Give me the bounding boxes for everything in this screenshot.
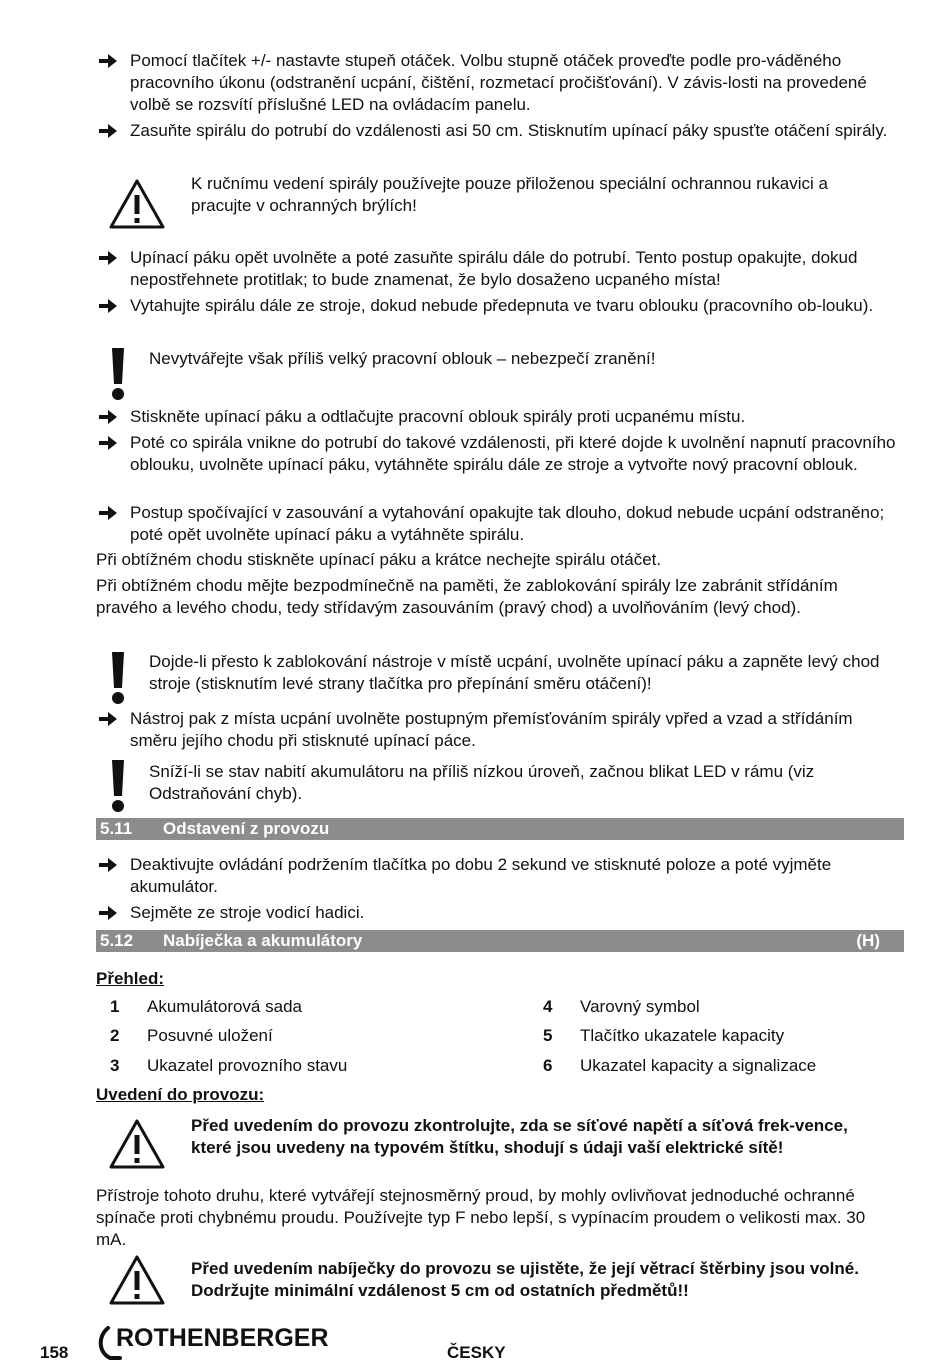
arrow-right-icon	[96, 432, 120, 454]
instruction-step	[96, 247, 896, 291]
step-text: Vytahujte spirálu dále ze stroje, dokud nebude předepnuta ve tvaru oblouku (pracovního ob-louku).	[130, 296, 874, 315]
step-text: Sejměte ze stroje vodicí hadici.	[130, 903, 365, 922]
exclamation-icon	[108, 346, 128, 402]
step-text: Nástroj pak z místa ucpání uvolněte postupným přemísťováním spirály vpřed a vzad a střídáním směru jejího chodu při stisknuté upínací páce.	[130, 709, 853, 750]
step-text: Upínací páku opět uvolněte a poté zasuňte spirálu dále do potrubí. Tento postup opakujte, dokud nepostřehnete protitlak; to bude znamenat, že bylo dosaženo ucpaného místa!	[130, 248, 858, 289]
step-text: Zasuňte spirálu do potrubí do vzdálenosti asi 50 cm. Stisknutím upínací páky spusťte otáčení spirály.	[130, 121, 888, 140]
warning-triangle-icon	[108, 1254, 166, 1306]
step-text: Postup spočívající v zasouvání a vytahování opakujte tak dlouho, dokud nebude ucpání odstraněno; poté opět uvolněte upínací páku a vytáhněte spirálu.	[130, 503, 885, 544]
overview-number: 1	[110, 997, 120, 1016]
step-text: Deaktivujte ovládání podržením tlačítka po dobu 2 sekund ve stisknuté poloze a poté vyjměte akumulátor.	[130, 855, 832, 896]
notice-text: Sníží-li se stav nabití akumulátoru na příliš nízkou úroveň, začnou blikat LED v rámu (viz Odstraňování chyb).	[149, 762, 815, 803]
instruction-step	[96, 502, 896, 546]
overview-number: 5	[543, 1026, 553, 1045]
instruction-step	[96, 708, 896, 752]
section-tag: (H)	[856, 931, 880, 950]
overview-heading: Přehled:	[96, 969, 165, 988]
instruction-step	[96, 854, 896, 898]
rothenberger-logo	[96, 1322, 346, 1362]
section-heading-5-12	[96, 930, 904, 952]
instruction-step	[96, 295, 896, 317]
exclamation-icon	[108, 758, 128, 814]
paragraph: Při obtížném chodu stiskněte upínací páku a krátce nechejte spirálu otáčet.	[96, 550, 662, 569]
overview-number: 6	[543, 1056, 553, 1075]
notice-text: Dojde-li přesto k zablokování nástroje v místě ucpání, uvolněte upínací páku a zapněte levý chod stroje (stisknutím levé strany tlačítka pro přepínání směru otáčení)!	[149, 652, 880, 693]
arrow-right-icon	[96, 902, 120, 924]
overview-number: 4	[543, 997, 553, 1016]
arrow-right-icon	[96, 247, 120, 269]
startup-heading: Uvedení do provozu:	[96, 1085, 265, 1104]
step-text: Poté co spirála vnikne do potrubí do takové vzdálenosti, při které dojde k uvolnění napnutí pracovního oblouku, uvolněte upínací páku, vytáhněte spirálu dále ze stroje a vytvořte nový pracovní oblouk.	[130, 433, 896, 474]
warning-triangle-icon	[108, 178, 166, 230]
overview-label: Tlačítko ukazatele kapacity	[580, 1026, 785, 1045]
arrow-right-icon	[96, 120, 120, 142]
section-number: 5.12	[100, 931, 134, 950]
step-text: Pomocí tlačítek +/- nastavte stupeň otáček. Volbu stupně otáček proveďte podle pro-váděného pracovního úkonu (odstranění ucpání, čištění, rozmetací pročišťování). V závis-losti na provedené volbě se rozsvítí příslušné LED na ovládacím panelu.	[130, 51, 867, 114]
section-heading-5-11	[96, 818, 904, 840]
arrow-right-icon	[96, 708, 120, 730]
arrow-right-icon	[96, 406, 120, 428]
notice-text: Nevytvářejte však příliš velký pracovní oblouk – nebezpečí zranění!	[149, 349, 656, 368]
arrow-right-icon	[96, 50, 120, 72]
brand-name: ROTHENBERGER	[116, 1324, 329, 1352]
warning-text: Před uvedením do provozu zkontrolujte, zda se síťové napětí a síťová frek-vence, které jsou uvedeny na typovém štítku, shodují s údaji vaší elektrické sítě!	[191, 1116, 848, 1157]
step-text: Stiskněte upínací páku a odtlačujte pracovní oblouk spirály proti ucpanému místu.	[130, 407, 746, 426]
overview-label: Posuvné uložení	[147, 1026, 273, 1045]
arrow-right-icon	[96, 854, 120, 876]
arrow-right-icon	[96, 295, 120, 317]
paragraph: Při obtížném chodu mějte bezpodmínečně na paměti, že zablokování spirály lze zabránit střídáním pravého a levého chodu, tedy střídavým zasouváním (pravý chod) a uvolňováním (levý chod).	[96, 576, 838, 617]
section-number: 5.11	[100, 819, 133, 838]
overview-label: Ukazatel kapacity a signalizace	[580, 1056, 817, 1075]
page-number: 158	[40, 1343, 69, 1362]
overview-number: 2	[110, 1026, 120, 1045]
instruction-step	[96, 50, 896, 116]
warning-triangle-icon	[108, 1118, 166, 1170]
section-title: Odstavení z provozu	[163, 819, 330, 838]
exclamation-icon	[108, 650, 128, 706]
warning-text: K ručnímu vedení spirály používejte pouze přiloženou speciální ochrannou rukavici a pracujte v ochranných brýlích!	[191, 174, 828, 215]
overview-label: Varovný symbol	[580, 997, 700, 1016]
warning-text: Před uvedením nabíječky do provozu se ujistěte, že její větrací štěrbiny jsou volné. Dodržujte minimální vzdálenost 5 cm od ostatních předmětů!!	[191, 1259, 859, 1300]
overview-label: Akumulátorová sada	[147, 997, 302, 1016]
instruction-step	[96, 432, 896, 476]
instruction-step	[96, 902, 896, 924]
overview-number: 3	[110, 1056, 120, 1075]
language-label: ČESKY	[447, 1343, 506, 1362]
section-title: Nabíječka a akumulátory	[163, 931, 363, 950]
arrow-right-icon	[96, 502, 120, 524]
instruction-step	[96, 120, 896, 142]
paragraph: Přístroje tohoto druhu, které vytvářejí stejnosměrný proud, by mohly ovlivňovat jednoduché ochranné spínače proti chybnému proudu. Používejte typ F nebo lepší, s vypínacím proudem o velikosti max. 30 mA.	[96, 1186, 866, 1249]
overview-label: Ukazatel provozního stavu	[147, 1056, 348, 1075]
instruction-step	[96, 406, 896, 428]
